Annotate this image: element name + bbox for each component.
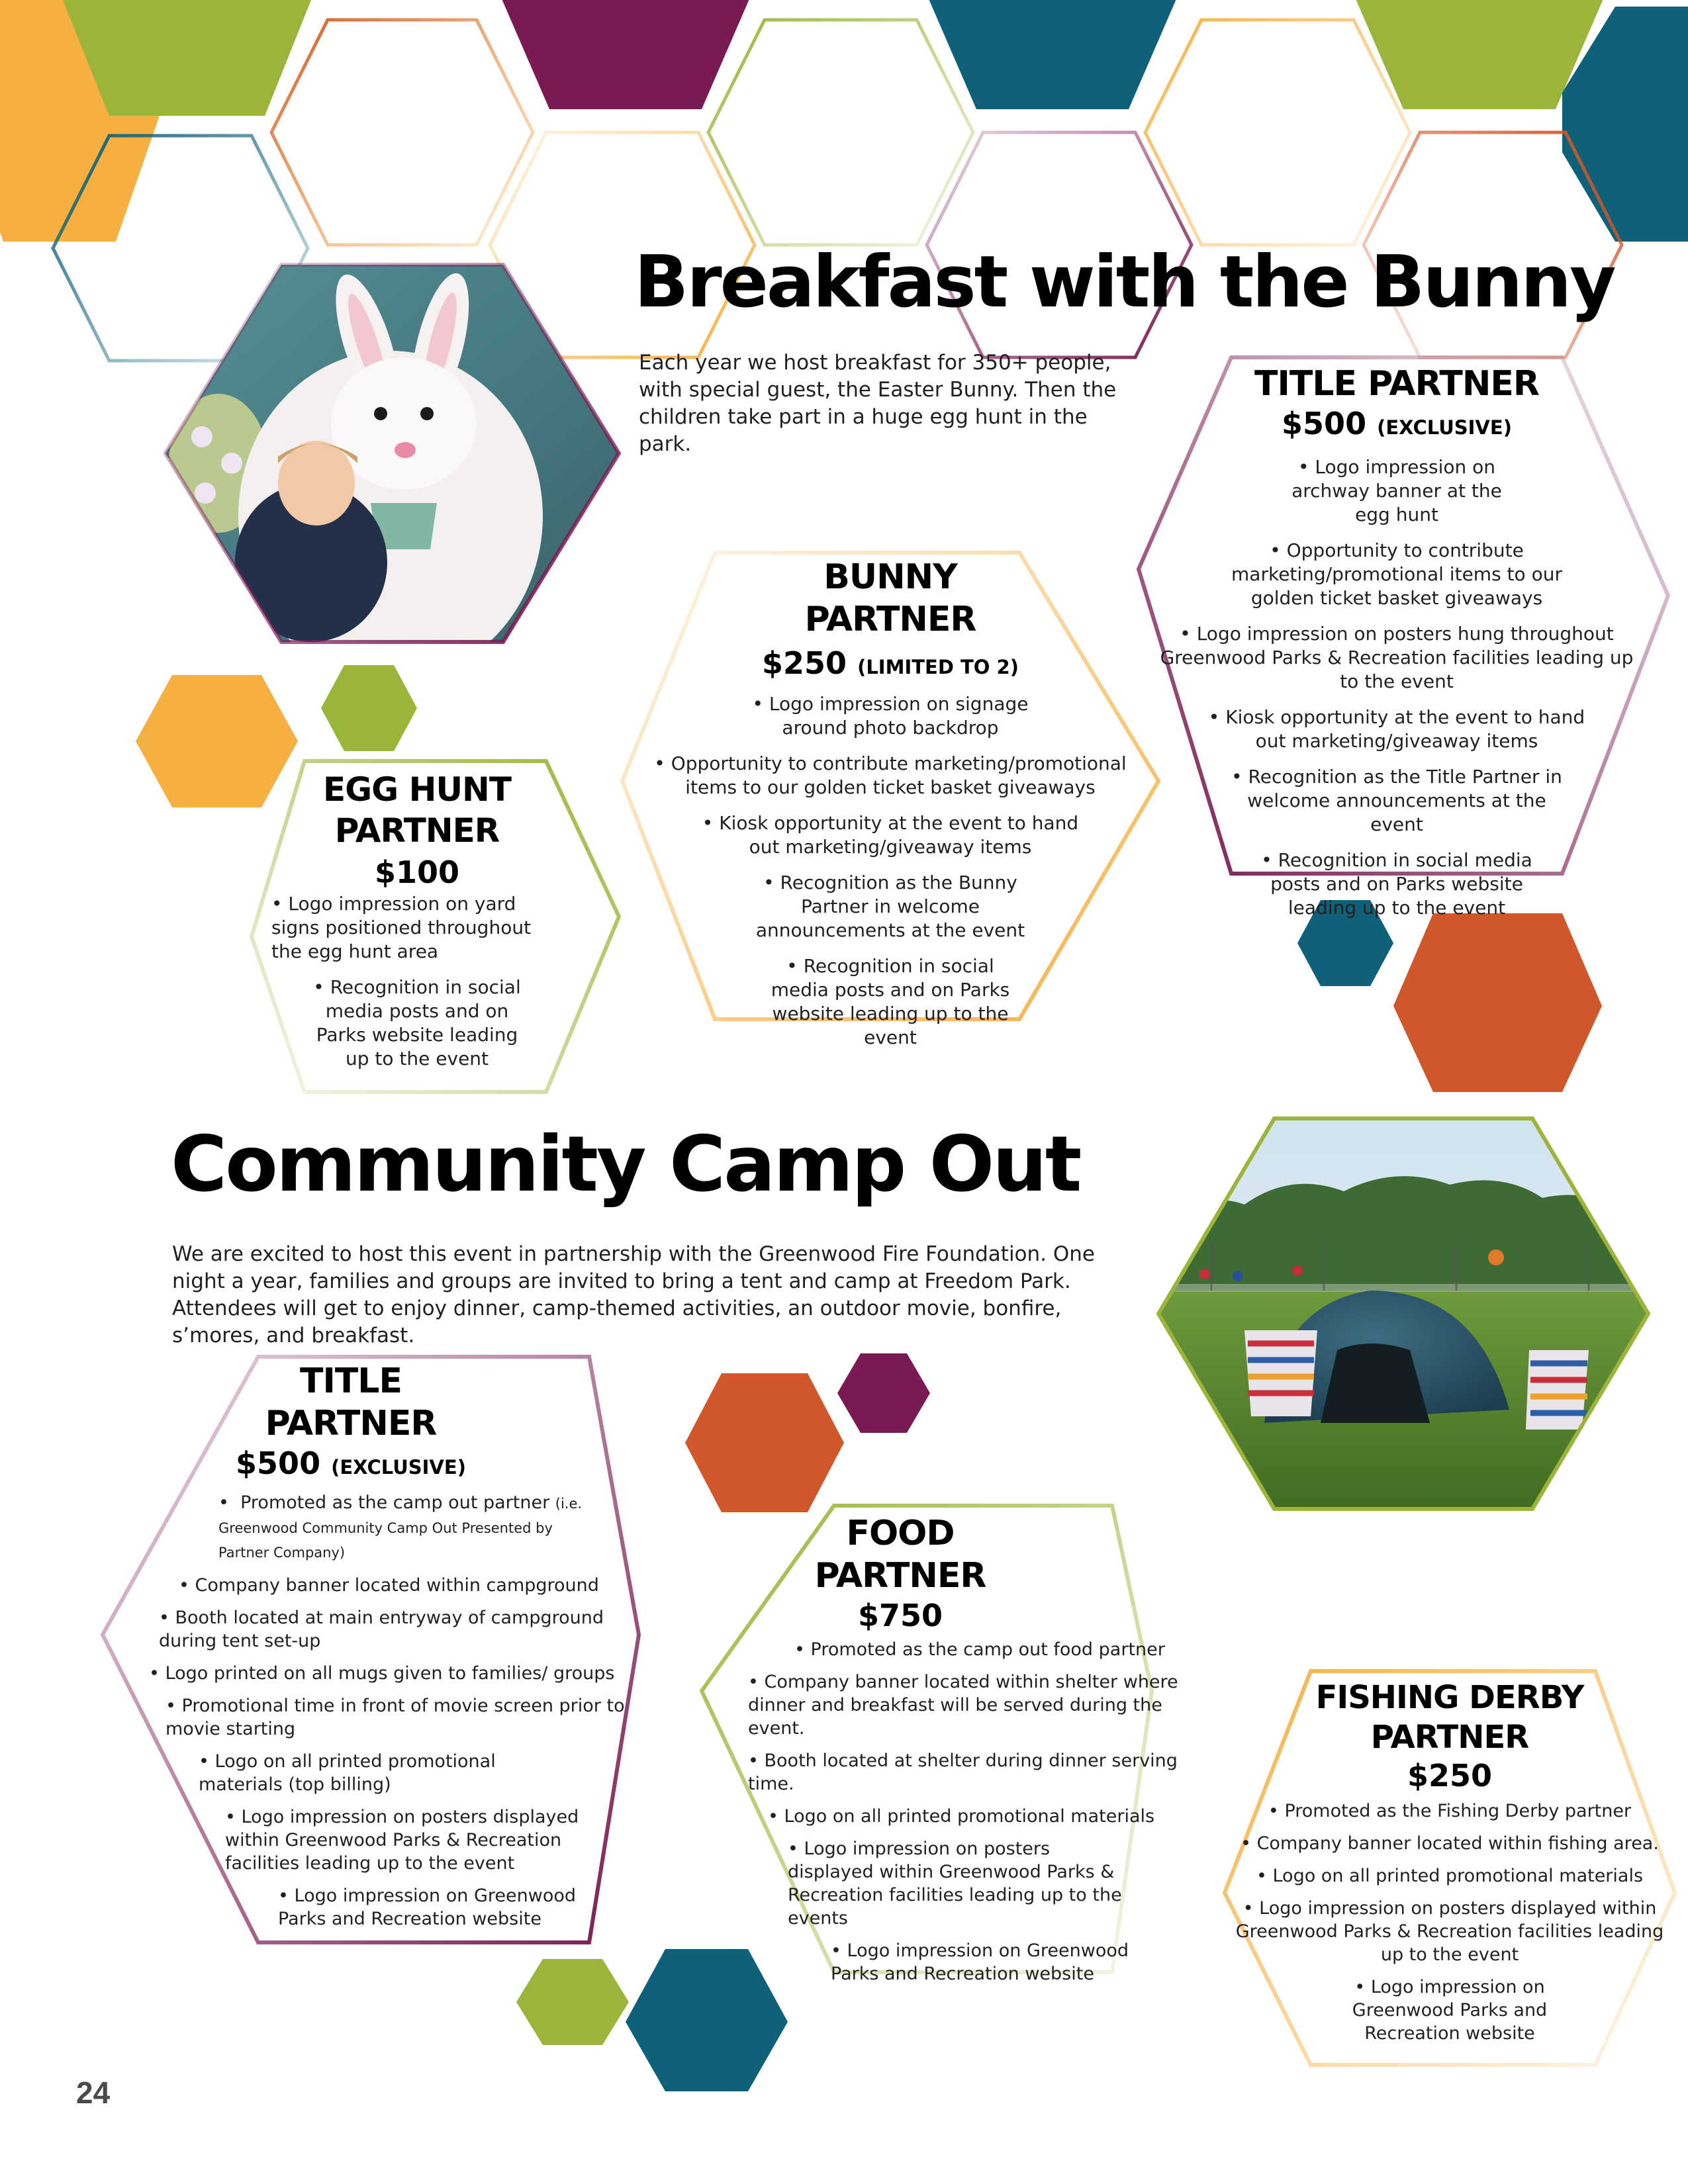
benefit-item: • Logo printed on all mugs given to families/ groups [132, 1662, 702, 1685]
campout-title-partner [132, 1360, 702, 1940]
hexagon-deco [516, 1959, 629, 2045]
benefit-item: • Opportunity to contribute marketing/promotional items to our golden ticket basket giveaways [1158, 539, 1635, 610]
tier-name-line1: BUNNY [823, 557, 957, 597]
tier-name-line1: FOOD [846, 1514, 955, 1553]
price-note: (EXCLUSIVE) [1377, 416, 1512, 439]
benefit-item: • Recognition in social media posts and on Parks website leading up to the event [629, 954, 1152, 1050]
hexagon-outline-deco [1145, 20, 1410, 245]
tier-price: $250 [1407, 1758, 1493, 1794]
breakfast-title-partner [1132, 363, 1662, 932]
breakfast-intro: Each year we host breakfast for 350+ people, with special guest, the Easter Bunny. Then the children take part in a huge egg hunt in the park. [639, 351, 1117, 456]
price-amount: $500 [1282, 406, 1367, 441]
benefit-text: Promoted as the camp out partner [240, 1492, 550, 1513]
tier-price: $100 [374, 854, 460, 890]
tier-name-line1: FISHING DERBY [1315, 1679, 1584, 1716]
benefit-item: • Logo impression on posters hung throughout Greenwood Parks & Recreation facilities leading up to the event [1158, 622, 1635, 694]
benefit-item: • Recognition as the Title Partner in welcome announcements at the event [1158, 765, 1635, 837]
tier-name-line2: PARTNER [814, 1556, 986, 1596]
benefit-item [132, 1491, 589, 1565]
fishing-derby-partner [1218, 1678, 1681, 2054]
breakfast-event-title: Breakfast with the Bunny [634, 241, 1615, 324]
benefit-list [629, 692, 1152, 1050]
tier-name-line1: EGG HUNT [322, 770, 512, 809]
hexagon-deco [496, 0, 755, 109]
hexagon-deco [923, 0, 1182, 109]
hexagon-deco [1393, 913, 1602, 1092]
benefit-item: • Logo impression on archway banner at the egg hunt [1158, 455, 1635, 527]
benefit-list [265, 892, 569, 1071]
bunny-partner [629, 556, 1152, 1062]
tier-price [0, 1445, 702, 1486]
hexagon-deco [685, 1373, 844, 1512]
campout-intro: We are excited to host this event in partnership with the Greenwood Fire Foundation. One night a year, families and groups are invited to bring a tent and camp at Freedom Park. Attendees will get to enjoy dinner, camp-themed activities, an outdoor movie, bonfire, s’mores, and breakfast. [172, 1242, 1096, 1347]
benefit-item: • Promoted as the camp out food partner [722, 1638, 1225, 1661]
hexagon-outline-deco [708, 20, 973, 245]
benefit-item: • Promotional time in front of movie screen prior to movie starting [132, 1694, 669, 1741]
tier-name-line2: PARTNER [1370, 1719, 1529, 1756]
tier-price [629, 645, 1152, 686]
benefit-item: • Company banner located within campground [132, 1574, 702, 1597]
tier-price [1132, 405, 1662, 446]
benefit-item: • Kiosk opportunity at the event to hand out marketing/giveaway items [629, 811, 1152, 859]
food-partner [722, 1512, 1225, 1995]
hexagon-outline-deco [271, 20, 533, 245]
hexagon-deco [837, 1353, 930, 1433]
benefit-item: • Logo on all printed promotional materials [722, 1805, 1225, 1828]
benefit-list [722, 1638, 1225, 1985]
benefit-item: • Promoted as the Fishing Derby partner [1218, 1799, 1681, 1823]
benefit-item: • Recognition as the Bunny Partner in welcome announcements at the event [629, 871, 1152, 942]
price-note: (EXCLUSIVE) [331, 1456, 466, 1479]
benefit-list [1218, 1799, 1681, 2045]
benefit-item: • Company banner located within fishing area. [1218, 1832, 1681, 1855]
benefit-item: • Logo impression on posters displayed within Greenwood Parks & Recreation facilities leading up to the event [132, 1805, 596, 1875]
tier-name-line2: PARTNER [265, 1404, 437, 1443]
benefit-small-text: (i.e. Greenwood Community Camp Out Presented by Partner Company) [218, 1496, 583, 1561]
benefit-item: • Logo impression on Greenwood Parks and Recreation website [132, 1884, 583, 1931]
benefit-item: • Logo impression on Greenwood Parks and Recreation website [1218, 1976, 1681, 2045]
benefit-item: • Kiosk opportunity at the event to hand out marketing/giveaway items [1158, 705, 1635, 753]
benefit-item: • Logo impression on Greenwood Parks and Recreation website [722, 1939, 1135, 1985]
tier-name-line1: TITLE [300, 1361, 402, 1401]
bunny-photo [159, 258, 622, 682]
benefit-item: • Opportunity to contribute marketing/promotional items to our golden ticket basket giveaways [629, 752, 1152, 799]
campout-photo [1152, 1112, 1655, 1516]
price-amount: $250 [762, 645, 847, 681]
benefit-item: • Recognition in social media posts and on Parks website leading up to the event [1158, 848, 1635, 920]
tier-name-line2: PARTNER [804, 600, 976, 639]
egg-hunt-partner [265, 769, 569, 1083]
benefit-item: • Booth located at shelter during dinner serving time. [722, 1749, 1225, 1796]
price-amount: $500 [236, 1445, 321, 1481]
benefit-list [1132, 455, 1662, 920]
page-number: 24 [76, 2075, 111, 2110]
benefit-item: • Logo on all printed promotional materials (top billing) [132, 1750, 569, 1796]
campout-event-title: Community Camp Out [171, 1120, 1080, 1209]
benefit-item: • Logo impression on yard signs positioned throughout the egg hunt area [265, 892, 569, 964]
benefit-item: • Recognition in social media posts and on Parks website leading up to the event [265, 976, 569, 1071]
benefit-item: • Company banner located within shelter where dinner and breakfast will be served during the event. [722, 1670, 1198, 1740]
benefit-item: • Booth located at main entryway of campground during tent set-up [132, 1606, 662, 1653]
benefit-item: • Logo impression on posters displayed within Greenwood Parks & Recreation facilities leading up to the events [722, 1837, 1132, 1930]
tier-name: TITLE PARTNER [1254, 364, 1539, 404]
price-note: (LIMITED TO 2) [857, 656, 1019, 678]
benefit-item: • Logo impression on signage around photo backdrop [629, 692, 1152, 740]
tier-price: $750 [857, 1598, 943, 1633]
tier-name-line2: PARTNER [334, 811, 500, 850]
benefit-item: • Logo impression on posters displayed within Greenwood Parks & Recreation facilities leading up to the event [1218, 1897, 1681, 1966]
benefit-item: • Logo on all printed promotional materials [1218, 1864, 1681, 1888]
hexagon-deco [321, 665, 417, 751]
